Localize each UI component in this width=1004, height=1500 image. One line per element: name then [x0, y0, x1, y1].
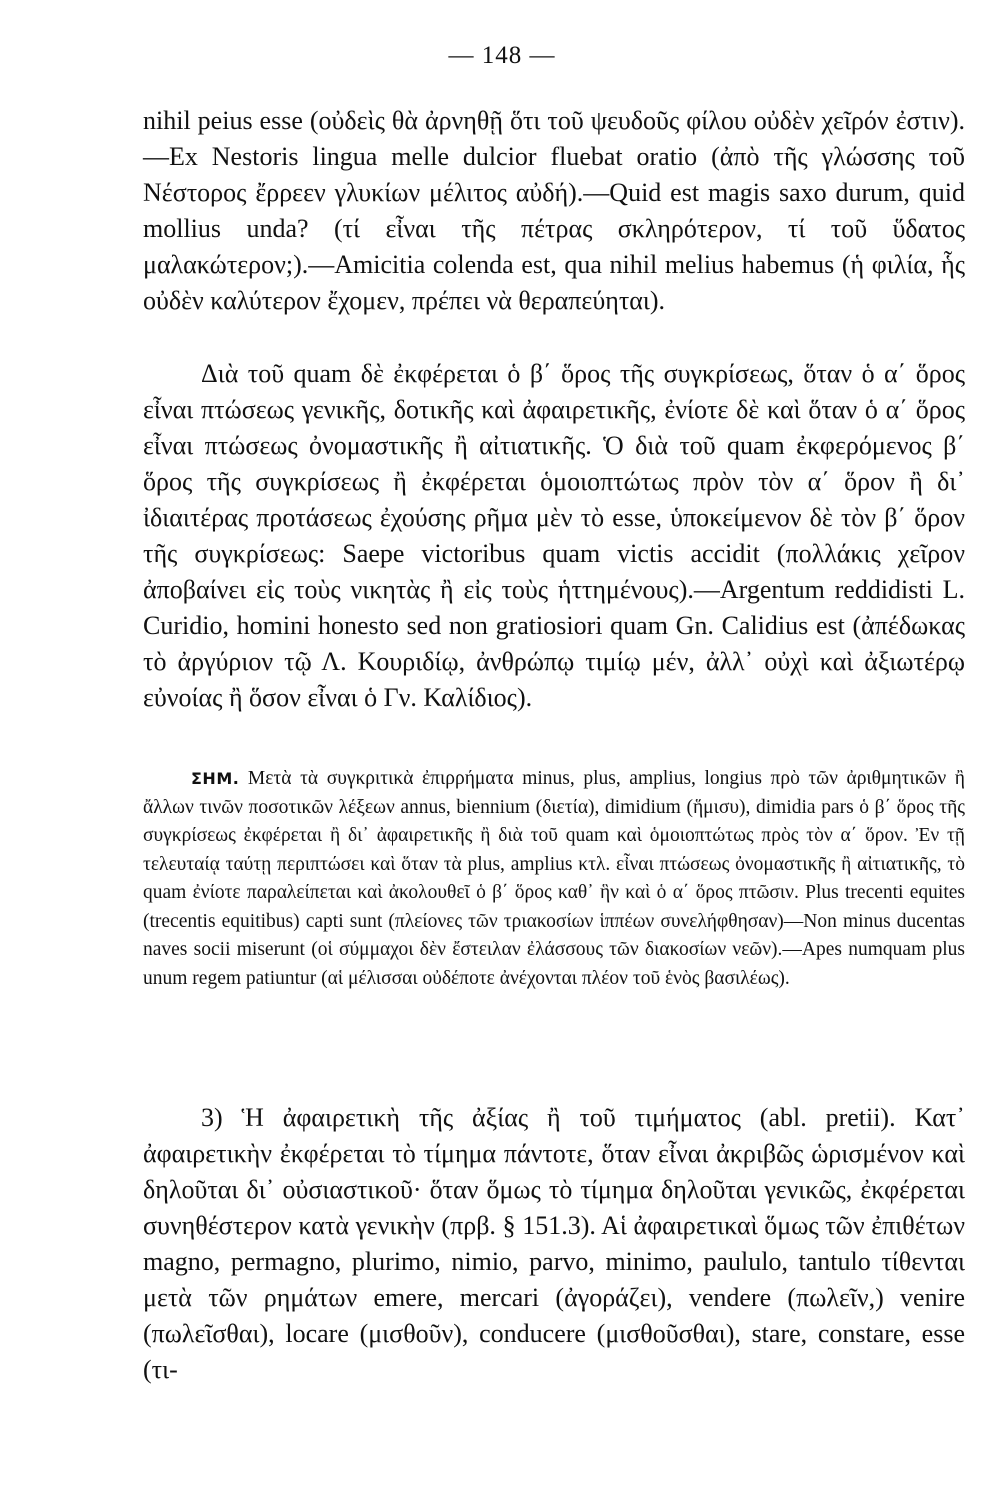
footnote-remark: [143, 765, 965, 993]
paragraph-comparison-examples: [143, 103, 965, 319]
paragraph-3: 3) Ἡ ἀφαιρετικὴ τῆς ἀξίας ἢ τοῦ τιμήματος (abl. pretii). Κατ᾽ ἀφαιρετικὴν ἐκφέρεται τὸ τίμημα πάντοτε, ὅταν εἶναι ἀκριβῶς ὡρισμένον καὶ δηλοῦται δι᾽ οὐσιαστικοῦ· ὅταν ὅμως τὸ τίμημα δηλοῦται γενικῶς, ἐκφέρεται συνηθέστερον κατὰ γενικὴν (πρβ. § 151.3). Αἱ ἀφαιρετικαὶ ὅμως τῶν ἐπιθέτων magno, permagno, plurimo, nimio, parvo, minimo, paululo, tantulo τίθενται μετὰ τῶν ρημάτων emere, mercari (ἀγοράζει), vendere (πωλεῖν,) venire (πωλεῖσθαι), locare (μισθοῦν), conducere (μισθοῦσθαι), stare, constare, esse (τι-: [143, 1103, 965, 1384]
paragraph-quam-rule: [143, 356, 965, 716]
note-text: Μετὰ τὰ συγκριτικὰ ἐπιρρήματα minus, plus, amplius, longius πρὸ τῶν ἀριθμητικῶν ἢ ἄλλων τινῶν ποσοτικῶν λέξεων annus, biennium (διετία), dimidium (ἥμισυ), dimidia pars ὁ β΄ ὅρος τῆς συγκρίσεως ἐκφέρεται ἢ δι᾽ ἀφαιρετικῆς ἢ διὰ τοῦ quam καὶ ὁμοιοπτώτως πρὸς τὸν α΄ ὅρον. Ἐν τῇ τελευταίᾳ ταύτῃ περιπτώσει καὶ ὅταν τὰ plus, amplius κτλ. εἶναι πτώσεως ὀνομαστικῆς ἢ αἰτιατικῆς, τὸ quam ἐνίοτε παραλείπεται καὶ ἀκολουθεῖ ὁ β΄ ὅρος καθ᾽ ἣν καὶ ὁ α΄ ὅρος πτῶσιν. Plus trecenti equites (trecentis equitibus) capti sunt (πλείονες τῶν τριακοσίων ἱππέων συνελήφθησαν)—Non minus ducentas naves socii miserunt (οἱ σύμμαχοι δὲν ἔστειλαν ἐλάσσους τῶν διακοσίων νεῶν).—Apes numquam plus unum regem patiuntur (αἱ μέλισσαι οὐδέποτε ἀνέχονται πλέον τοῦ ἑνὸς βασιλέως).: [143, 768, 965, 989]
paragraph-ablative-of-price: [143, 1100, 965, 1388]
paragraph-1: nihil peius esse (οὐδεὶς θὰ ἀρνηθῇ ὅτι τοῦ ψευδοῦς φίλου οὐδὲν χεῖρόν ἐστιν).—Ex Nestoris lingua melle dulcior fluebat oratio (ἀπὸ τῆς γλώσσης τοῦ Νέστορος ἔρρεεν γλυκίων μέλιτος αὐδή).—Quid est magis saxo durum, quid mollius unda? (τί εἶναι τῆς πέτρας σκληρότερον, τί τοῦ ὕδατος μαλακώτερον;).—Amicitia colenda est, qua nihil melius habemus (ἡ φιλία, ἧς οὐδὲν καλύτερον ἔχομεν, πρέπει νὰ θεραπεύηται).: [143, 106, 965, 315]
note-label: ΣΗΜ.: [191, 769, 240, 788]
page-number: — 148 —: [448, 42, 556, 69]
paragraph-2: Διὰ τοῦ quam δὲ ἐκφέρεται ὁ β΄ ὅρος τῆς συγκρίσεως, ὅταν ὁ α΄ ὅρος εἶναι πτώσεως γενικῆς, δοτικῆς καὶ ἀφαιρετικῆς, ἐνίοτε δὲ καὶ ὅταν ὁ α΄ ὅρος εἶναι πτώσεως ὀνομαστικῆς ἢ αἰτιατικῆς. Ὁ διὰ τοῦ quam ἐκφερόμενος β΄ ὅρος τῆς συγκρίσεως ἢ ἐκφέρεται ὁμοιοπτώτως πρὸν τὸν α΄ ὅρον ἢ δι᾽ ἰδιαιτέρας προτάσεως ἐχούσης ρῆμα μὲν τὸ esse, ὑποκείμενον δὲ τὸν β΄ ὅρον τῆς συγκρίσεως: Saepe victoribus quam victis accidit (πολλάκις χεῖρον ἀποβαίνει εἰς τοὺς νικητὰς ἢ εἰς τοὺς ἡττημένους).—Argentum reddidisti L. Curidio, homini honesto sed non gratiosiori quam Gn. Calidius est (ἀπέδωκας τὸ ἀργύριον τῷ Λ. Κουριδίῳ, ἀνθρώπῳ τιμίῳ μέν, ἀλλ᾽ οὐχὶ καὶ ἀξιωτέρῳ εὐνοίας ἢ ὅσον εἶναι ὁ Γν. Καλίδιος).: [143, 359, 965, 712]
